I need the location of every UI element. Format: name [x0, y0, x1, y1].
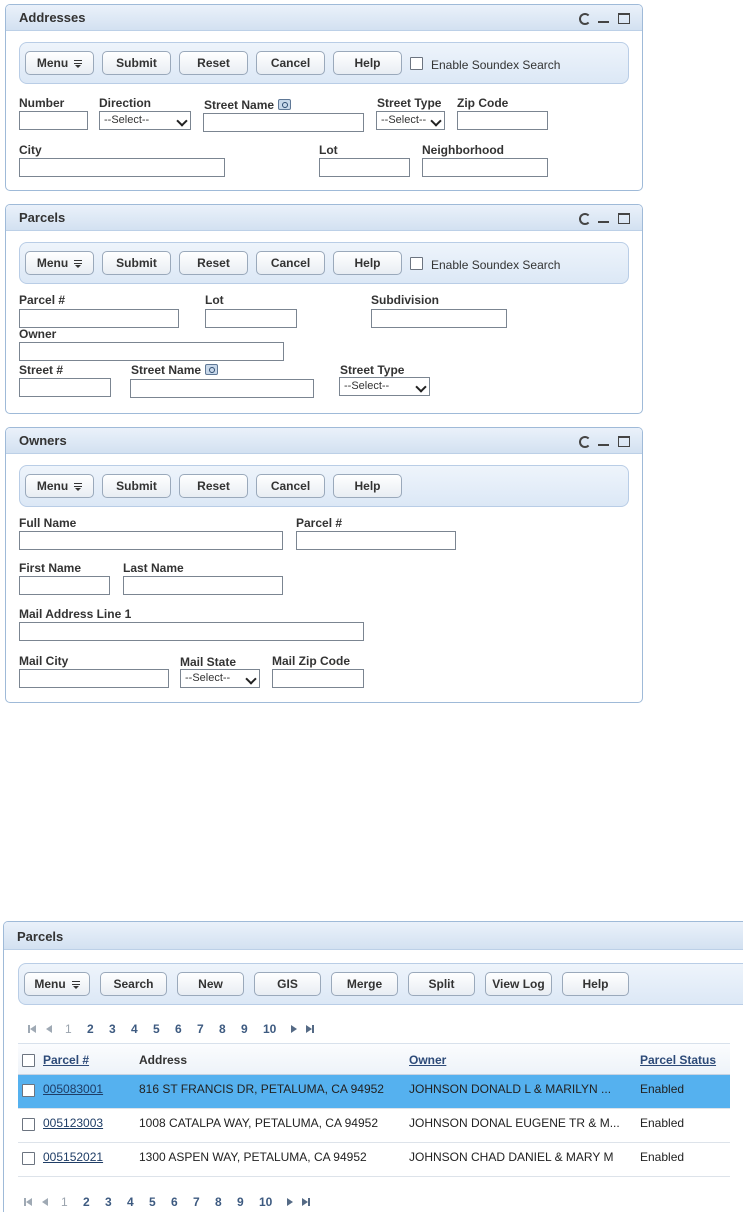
panel-header	[6, 205, 642, 231]
direction-select-value: --Select--	[104, 114, 150, 126]
prev-page-icon	[39, 1196, 53, 1208]
pager-bottom	[22, 1195, 317, 1209]
help-button[interactable]: Help	[333, 474, 402, 498]
search-button[interactable]: Search	[100, 972, 167, 996]
status-cell: Enabled	[640, 1116, 685, 1130]
parcels-results-panel	[3, 921, 743, 1212]
owner-label: Owner	[19, 327, 57, 341]
help-button[interactable]: Help	[562, 972, 629, 996]
parcel-no-input[interactable]	[296, 531, 456, 550]
owner-cell: JOHNSON DONAL EUGENE TR & M...	[409, 1116, 620, 1130]
reset-button[interactable]: Reset	[179, 51, 248, 75]
column-address: Address	[139, 1053, 188, 1067]
page-link[interactable]: 6	[175, 1022, 182, 1036]
street-type-select[interactable]	[339, 377, 430, 396]
new-button[interactable]: New	[177, 972, 244, 996]
soundex-label: Enable Soundex Search	[431, 58, 561, 72]
neighborhood-input[interactable]	[422, 158, 548, 177]
table-row[interactable]	[18, 1143, 730, 1177]
panel-header	[4, 922, 743, 950]
page-link[interactable]: 6	[171, 1195, 178, 1209]
menu-dropdown-icon	[74, 260, 82, 268]
last-page-icon[interactable]	[300, 1196, 314, 1208]
page-link[interactable]: 7	[193, 1195, 200, 1209]
street-no-label: Street #	[19, 363, 64, 377]
parcel-no-link[interactable]: 005083001	[43, 1082, 104, 1096]
results-toolbar	[18, 963, 743, 1005]
status-cell: Enabled	[640, 1082, 685, 1096]
owner-cell: JOHNSON DONALD L & MARILYN ...	[409, 1082, 612, 1096]
page-link[interactable]: 10	[259, 1195, 273, 1209]
gis-button[interactable]: GIS	[254, 972, 321, 996]
panel-title: Owners	[19, 433, 67, 448]
maximize-icon[interactable]	[618, 436, 630, 446]
street-name-text: Street Name	[131, 363, 202, 377]
full-name-input[interactable]	[19, 531, 283, 550]
page-link[interactable]: 5	[153, 1022, 160, 1036]
lot-label: Lot	[205, 293, 224, 307]
page-link[interactable]: 7	[197, 1022, 204, 1036]
menu-dropdown-icon	[74, 483, 82, 491]
cancel-button[interactable]: Cancel	[256, 251, 325, 275]
merge-button[interactable]: Merge	[331, 972, 398, 996]
submit-button[interactable]: Submit	[102, 51, 171, 75]
street-no-input[interactable]	[19, 378, 111, 397]
street-type-label: Street Type	[377, 96, 442, 110]
last-name-input[interactable]	[123, 576, 283, 595]
row-checkbox[interactable]	[22, 1152, 35, 1165]
address-cell: 816 ST FRANCIS DR, PETALUMA, CA 94952	[139, 1082, 384, 1096]
address-cell: 1300 ASPEN WAY, PETALUMA, CA 94952	[139, 1150, 367, 1164]
first-page-icon	[26, 1023, 40, 1035]
menu-label: Menu	[36, 256, 69, 270]
soundex-checkbox[interactable]	[410, 257, 423, 270]
parcel-no-label: Parcel #	[296, 516, 343, 530]
parcel-no-link[interactable]: 005123003	[43, 1116, 104, 1130]
cancel-button[interactable]: Cancel	[256, 474, 325, 498]
reset-button[interactable]: Reset	[179, 474, 248, 498]
owner-input[interactable]	[19, 342, 284, 361]
page-link[interactable]: 2	[87, 1022, 94, 1036]
reset-button[interactable]: Reset	[179, 251, 248, 275]
panel-title: Parcels	[17, 929, 64, 944]
street-name-label	[131, 363, 218, 377]
mail-zip-input[interactable]	[272, 669, 364, 688]
submit-button[interactable]: Submit	[102, 251, 171, 275]
toolbar	[19, 465, 629, 507]
parcel-no-label: Parcel #	[19, 293, 66, 307]
street-name-text: Street Name	[204, 98, 275, 112]
page-link[interactable]: 8	[215, 1195, 222, 1209]
help-button[interactable]: Help	[333, 51, 402, 75]
panel-header	[6, 5, 642, 31]
minimize-icon[interactable]	[598, 13, 610, 23]
refresh-icon[interactable]	[578, 13, 590, 23]
table-row[interactable]	[18, 1109, 730, 1143]
table-row[interactable]	[18, 1075, 730, 1109]
page-link: 1	[61, 1195, 68, 1209]
mail-state-label: Mail State	[180, 655, 237, 669]
menu-label: Menu	[34, 977, 66, 991]
first-name-input[interactable]	[19, 576, 110, 595]
column-parcel-no[interactable]: Parcel #	[43, 1053, 90, 1067]
neighborhood-label: Neighborhood	[422, 143, 504, 157]
number-input[interactable]	[19, 111, 88, 130]
soundex-label: Enable Soundex Search	[431, 258, 561, 272]
lot-input[interactable]	[319, 158, 410, 177]
soundex-checkbox[interactable]	[410, 57, 423, 70]
subdivision-label: Subdivision	[371, 293, 440, 307]
row-checkbox[interactable]	[22, 1084, 35, 1097]
panel-header	[6, 428, 642, 454]
parcel-no-input[interactable]	[19, 309, 179, 328]
owner-cell: JOHNSON CHAD DANIEL & MARY M	[409, 1150, 614, 1164]
menu-dropdown-icon	[72, 981, 80, 989]
street-lookup-icon[interactable]	[205, 364, 218, 375]
page-link[interactable]: 5	[149, 1195, 156, 1209]
panel-title: Parcels	[19, 210, 66, 225]
street-type-select-value: --Select--	[381, 114, 427, 126]
direction-label: Direction	[99, 96, 152, 110]
page-link[interactable]: 4	[131, 1022, 138, 1036]
address-cell: 1008 CATALPA WAY, PETALUMA, CA 94952	[139, 1116, 379, 1130]
column-parcel-status[interactable]: Parcel Status	[640, 1053, 717, 1067]
page-link[interactable]: 10	[263, 1022, 277, 1036]
row-checkbox[interactable]	[22, 1118, 35, 1131]
full-name-label: Full Name	[19, 516, 77, 530]
last-page-icon[interactable]	[304, 1023, 318, 1035]
prev-page-icon	[43, 1023, 57, 1035]
page-link[interactable]: 8	[219, 1022, 226, 1036]
submit-button[interactable]: Submit	[102, 474, 171, 498]
mail-state-select-value: --Select--	[185, 672, 231, 684]
pager-top	[26, 1022, 321, 1036]
menu-button[interactable]	[25, 474, 94, 498]
page-link[interactable]: 9	[241, 1022, 248, 1036]
next-page-icon[interactable]	[283, 1196, 297, 1208]
minimize-icon[interactable]	[598, 436, 610, 446]
last-name-label: Last Name	[123, 561, 184, 575]
number-label: Number	[19, 96, 65, 110]
street-name-input[interactable]	[203, 113, 364, 132]
zip-code-input[interactable]	[457, 111, 548, 130]
mail-address-input[interactable]	[19, 622, 364, 641]
street-lookup-icon[interactable]	[278, 99, 291, 110]
help-button[interactable]: Help	[333, 251, 402, 275]
split-button[interactable]: Split	[408, 972, 475, 996]
maximize-icon[interactable]	[618, 13, 630, 23]
page-link[interactable]: 3	[109, 1022, 116, 1036]
owners-panel	[5, 427, 643, 703]
menu-label: Menu	[36, 479, 69, 493]
refresh-icon[interactable]	[578, 436, 590, 446]
grid-header	[18, 1043, 730, 1075]
menu-label: Menu	[36, 56, 69, 70]
direction-select[interactable]	[99, 111, 191, 130]
parcel-no-link[interactable]: 005152021	[43, 1150, 104, 1164]
mail-state-select[interactable]	[180, 669, 260, 688]
toolbar	[19, 242, 629, 284]
addresses-panel	[5, 4, 643, 191]
column-owner[interactable]: Owner	[409, 1053, 447, 1067]
lot-label: Lot	[319, 143, 338, 157]
city-label: City	[19, 143, 42, 157]
minimize-icon[interactable]	[598, 213, 610, 223]
page-link: 1	[65, 1022, 72, 1036]
page-link[interactable]: 3	[105, 1195, 112, 1209]
city-input[interactable]	[19, 158, 225, 177]
street-name-label	[204, 98, 291, 112]
first-page-icon	[22, 1196, 36, 1208]
lot-input[interactable]	[205, 309, 297, 328]
view-log-button[interactable]: View Log	[485, 972, 552, 996]
menu-button[interactable]	[24, 972, 90, 996]
page-link[interactable]: 4	[127, 1195, 134, 1209]
refresh-icon[interactable]	[578, 213, 590, 223]
panel-title: Addresses	[19, 10, 86, 25]
street-type-select[interactable]	[376, 111, 445, 130]
status-cell: Enabled	[640, 1150, 685, 1164]
menu-button[interactable]	[25, 251, 94, 275]
page-link[interactable]: 2	[83, 1195, 90, 1209]
street-type-label: Street Type	[340, 363, 405, 377]
mail-city-label: Mail City	[19, 654, 69, 668]
street-name-input[interactable]	[130, 379, 314, 398]
first-name-label: First Name	[19, 561, 82, 575]
parcels-grid	[18, 1043, 730, 1177]
mail-zip-label: Mail Zip Code	[272, 654, 350, 668]
page-link[interactable]: 9	[237, 1195, 244, 1209]
menu-dropdown-icon	[74, 60, 82, 68]
next-page-icon[interactable]	[287, 1023, 301, 1035]
toolbar	[19, 42, 629, 84]
cancel-button[interactable]: Cancel	[256, 51, 325, 75]
subdivision-input[interactable]	[371, 309, 507, 328]
select-all-checkbox[interactable]	[22, 1054, 35, 1067]
mail-city-input[interactable]	[19, 669, 169, 688]
maximize-icon[interactable]	[618, 213, 630, 223]
menu-button[interactable]	[25, 51, 94, 75]
mail-address-label: Mail Address Line 1	[19, 607, 132, 621]
parcels-search-panel	[5, 204, 643, 414]
street-type-select-value: --Select--	[344, 380, 390, 392]
zip-code-label: Zip Code	[457, 96, 509, 110]
